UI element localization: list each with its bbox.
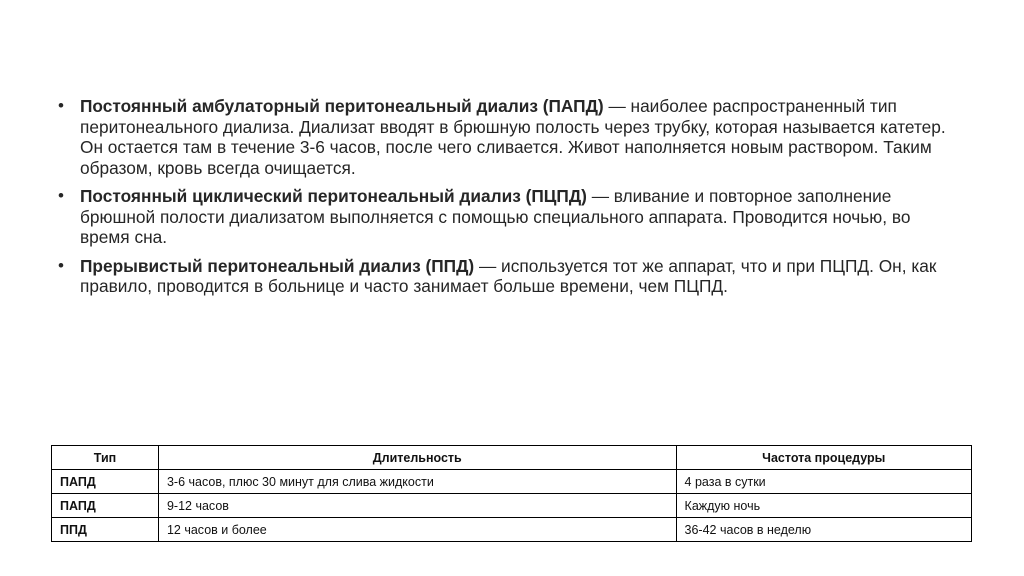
header-duration: Длительность bbox=[158, 446, 676, 470]
dialysis-table bbox=[51, 445, 972, 542]
cell-type: ППД bbox=[52, 518, 159, 542]
table-header-row bbox=[52, 446, 972, 470]
header-type: Тип bbox=[52, 446, 159, 470]
cell-duration: 12 часов и более bbox=[158, 518, 676, 542]
bullet-text: — используется тот же аппарат, что и при ПЦПД. Он, как правило, проводится в больнице и часто занимает больше времени, чем ПЦПД. bbox=[80, 255, 937, 296]
bullet-text: — вливание и повторное заполнение брюшной полости диализатом выполняется с помощью специального аппарата. Проводится ночью, во время сна. bbox=[80, 186, 911, 247]
bullet-item-ppd bbox=[58, 256, 958, 297]
cell-frequency: 36-42 часов в неделю bbox=[676, 518, 971, 542]
bullet-text: — наиболее распространенный тип перитонеального диализа. Диализат вводят в брюшную полость через трубку, которая называется катетер. Он остается там в течение 3-6 часов, после чего сливается. Живот наполняется новым раствором. Таким образом, кровь всегда очищается. bbox=[80, 96, 946, 178]
bullet-term: Постоянный циклический перитонеальный диализ (ПЦПД) bbox=[80, 186, 587, 206]
cell-type: ПАПД bbox=[52, 470, 159, 494]
header-frequency: Частота процедуры bbox=[676, 446, 971, 470]
table-row bbox=[52, 470, 972, 494]
bullet-term: Постоянный амбулаторный перитонеальный диализ (ПАПД) bbox=[80, 96, 604, 116]
cell-duration: 9-12 часов bbox=[158, 494, 676, 518]
bullet-item-pcpd bbox=[58, 186, 958, 248]
bullet-list bbox=[58, 96, 958, 305]
cell-frequency: 4 раза в сутки bbox=[676, 470, 971, 494]
table-row bbox=[52, 518, 972, 542]
cell-frequency: Каждую ночь bbox=[676, 494, 971, 518]
table-row bbox=[52, 494, 972, 518]
bullet-item-papd bbox=[58, 96, 958, 178]
bullet-term: Прерывистый перитонеальный диализ (ППД) bbox=[80, 255, 475, 276]
cell-type: ПАПД bbox=[52, 494, 159, 518]
cell-duration: 3-6 часов, плюс 30 минут для слива жидкости bbox=[158, 470, 676, 494]
